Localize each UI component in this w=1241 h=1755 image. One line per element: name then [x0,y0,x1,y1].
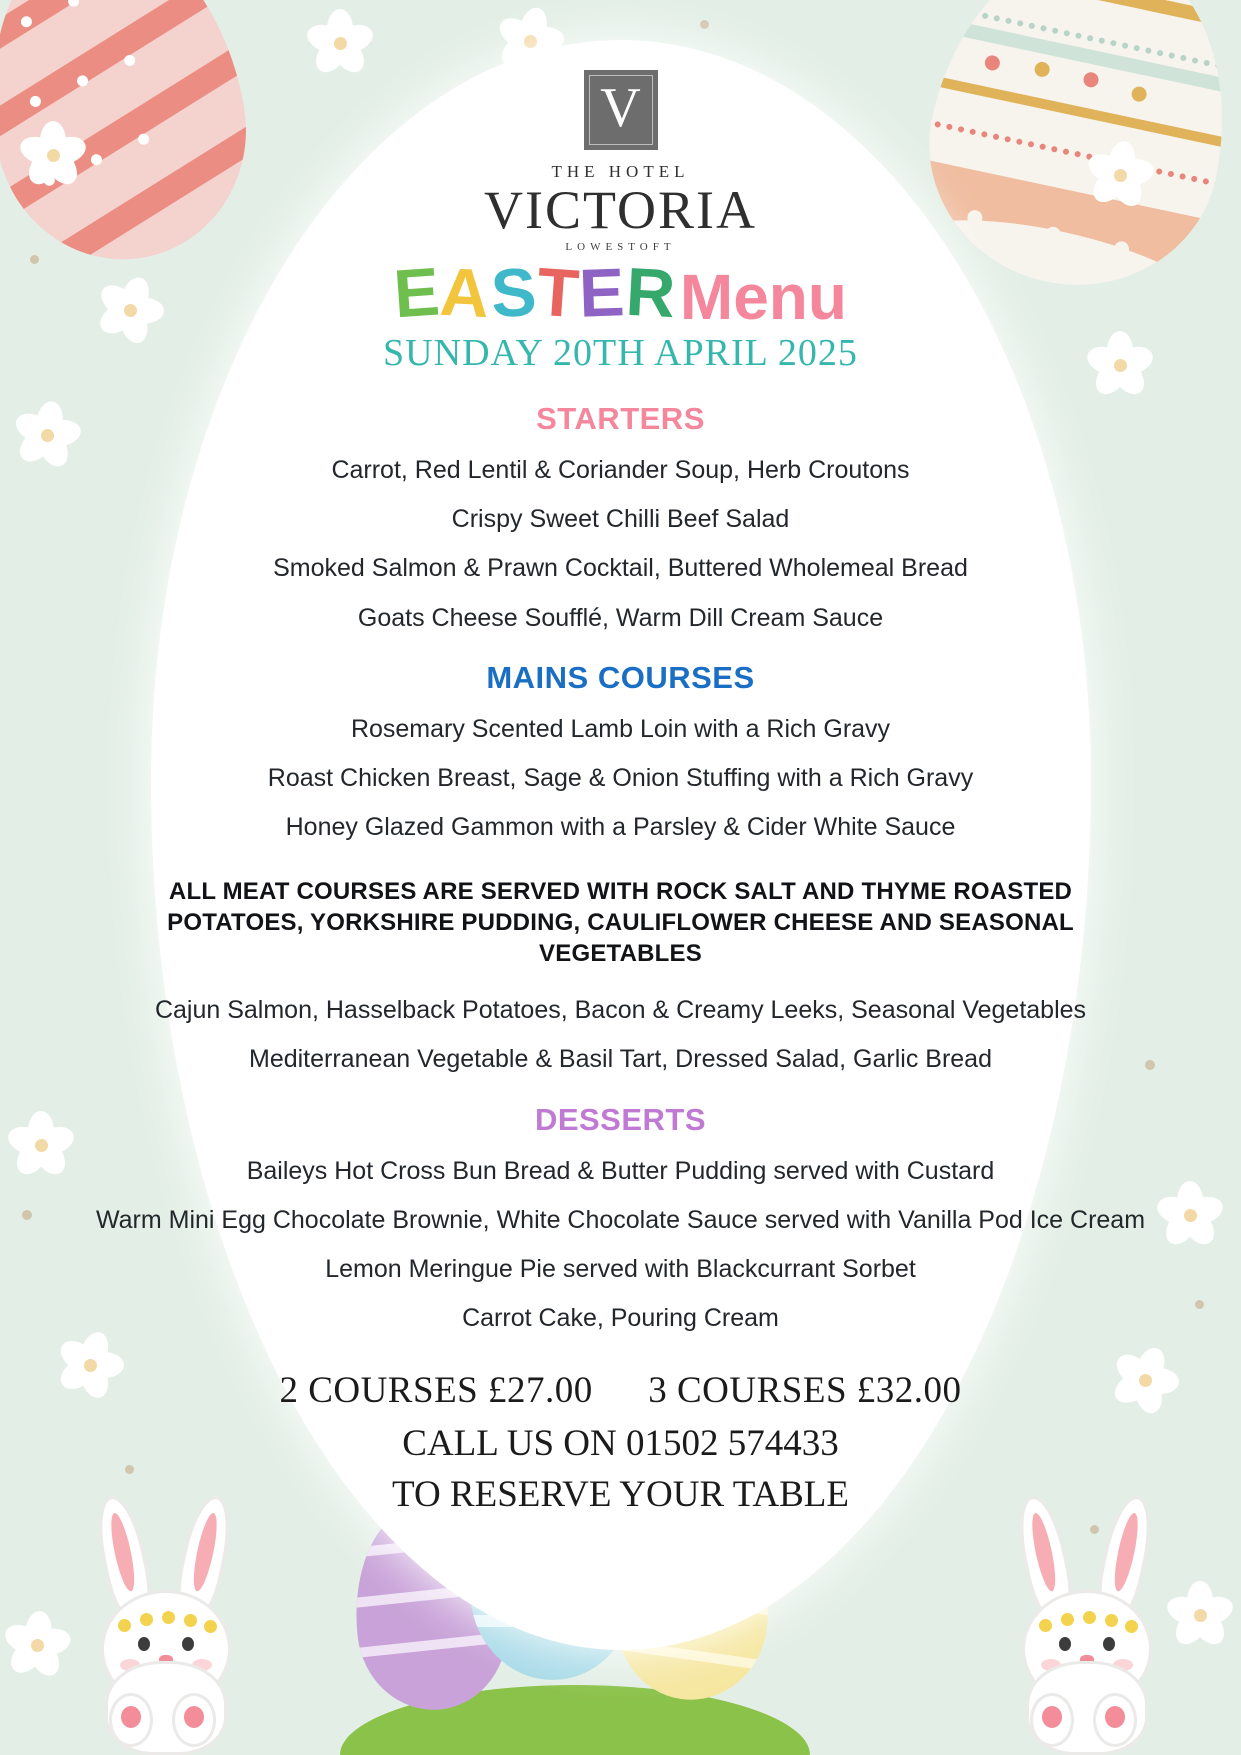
decorative-bunny-left [75,1495,250,1755]
dessert-item: Baileys Hot Cross Bun Bread & Butter Pudding served with Custard [246,1156,995,1185]
hotel-logo [0,70,1241,253]
easter-letter-5: E [578,254,628,332]
mains-accompaniment-note: ALL MEAT COURSES ARE SERVED WITH ROCK SALT AND THYME ROASTED POTATOES, YORKSHIRE PUDDING, CAULIFLOWER CHEESE AND SEASONAL VEGETABLES [167,877,1074,968]
starter-item: Carrot, Red Lentil & Coriander Soup, Herb Croutons [331,455,910,484]
easter-letter-3: S [488,253,539,333]
menu-title [0,253,1241,333]
section-heading-desserts: DESSERTS [534,1101,707,1137]
main-item: Honey Glazed Gammon with a Parsley & Cider White Sauce [285,813,956,842]
menu-word: Menu [679,260,847,333]
price-three-courses: 3 COURSES £32.00 [648,1369,962,1411]
price-line [0,1369,1241,1412]
price-two-courses: 2 COURSES £27.00 [279,1369,593,1411]
easter-word [391,253,678,333]
easter-letter-2: A [438,253,493,333]
decorative-flower [1165,1580,1235,1650]
easter-letter-1: E [391,253,443,333]
easter-letter-4: T [534,253,583,333]
section-heading-mains: MAINS COURSES [486,659,755,695]
main-item: Roast Chicken Breast, Sage & Onion Stuffing with a Rich Gravy [267,764,974,793]
dessert-item: Warm Mini Egg Chocolate Brownie, White Chocolate Sauce served with Vanilla Pod Ice Cream [95,1205,1146,1234]
reserve-line: TO RESERVE YOUR TABLE [392,1473,849,1515]
starter-item: Goats Cheese Soufflé, Warm Dill Cream Sauce [357,603,884,632]
dessert-item: Lemon Meringue Pie served with Blackcurrant Sorbet [325,1255,916,1284]
logo-hotel-name: VICTORIA [483,180,757,240]
main-item: Rosemary Scented Lamb Loin with a Rich Gravy [350,714,891,743]
logo-monogram-icon [584,70,658,150]
decorative-bunny-right [996,1495,1171,1755]
menu-footer [0,1369,1241,1516]
phone-line: CALL US ON 01502 574433 [402,1422,839,1464]
menu-date: SUNDAY 20TH APRIL 2025 [383,331,858,374]
logo-the-hotel: THE HOTEL [551,162,690,181]
main-item: Mediterranean Vegetable & Basil Tart, Dressed Salad, Garlic Bread [249,1045,992,1074]
decorative-flower [2,1610,72,1680]
section-heading-starters: STARTERS [536,400,705,436]
starter-item: Crispy Sweet Chilli Beef Salad [451,505,790,534]
dessert-item: Carrot Cake, Pouring Cream [462,1304,779,1333]
easter-letter-6: R [623,253,678,333]
logo-town: LOWESTOFT [565,240,676,253]
starter-item: Smoked Salmon & Prawn Cocktail, Buttered Wholemeal Bread [273,554,968,583]
main-item: Cajun Salmon, Hasselback Potatoes, Bacon & Creamy Leeks, Seasonal Vegetables [154,996,1087,1025]
logo-monogram-letter: V [600,77,641,139]
